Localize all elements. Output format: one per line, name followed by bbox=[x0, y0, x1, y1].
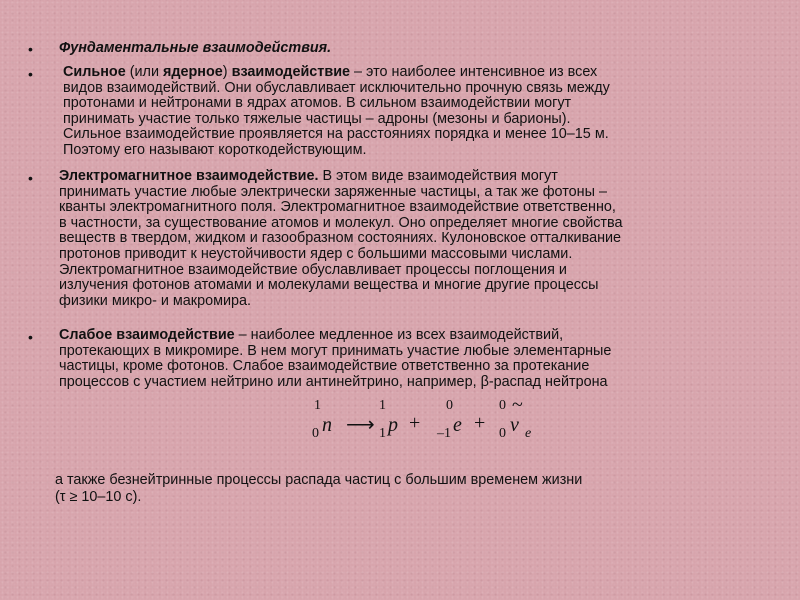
neutron-mass-number: 1 bbox=[314, 398, 321, 413]
electron-symbol: e bbox=[453, 414, 462, 436]
strong-term: Сильное bbox=[63, 64, 126, 80]
neutron-symbol: n bbox=[322, 414, 332, 436]
bullet-marker: • bbox=[28, 41, 33, 57]
antineutrino-symbol: ν bbox=[510, 414, 519, 436]
plus-sign: + bbox=[409, 412, 421, 434]
closing-note: а также безнейтринные процессы распада частиц с большим временем жизни (τ ≥ 10–10 с). bbox=[55, 472, 583, 505]
electromagnetic-interaction-text: В этом виде взаимодействия могут принимать участие любые электрически заряженные частицы, а так же фотоны – кванты электромагнитного поля. Электромагнитное взаимодействие ответственно, в частности, за существование атомов и молекул. Оно определяет многие свойства веществ в твердом, жидком и газообразном состояниях. Кулоновское отталкивание протонов приводит к неустойчивости ядер с большими массовыми числами. Электромагнитное взаимодействие обуславливает процессы поглощения и излучения фотонов атомами и молекулами вещества и многие другие процессы физики микро- и макромира. bbox=[59, 168, 623, 309]
electron-mass-number: 0 bbox=[446, 398, 453, 413]
strong-term-connector-2: ) bbox=[222, 64, 232, 80]
reaction-arrow: ⟶ bbox=[346, 414, 375, 436]
strong-term-connector: (или bbox=[125, 64, 163, 80]
slide-heading: Фундаментальные взаимодействия. bbox=[59, 40, 332, 56]
interaction-term: взаимодействие bbox=[231, 64, 351, 80]
electromagnetic-term: Электромагнитное взаимодействие. bbox=[59, 168, 319, 184]
beta-decay-formula bbox=[300, 394, 560, 450]
weak-term: Слабое взаимодействие bbox=[59, 327, 235, 343]
nuclear-term: ядерное bbox=[162, 64, 223, 80]
plus-sign: + bbox=[474, 412, 486, 434]
bullet-marker: • bbox=[28, 66, 33, 82]
electromagnetic-interaction-paragraph bbox=[59, 169, 759, 309]
strong-interaction-paragraph bbox=[63, 65, 763, 159]
weak-interaction-paragraph bbox=[59, 328, 759, 390]
antineutrino-bar: ~ bbox=[512, 394, 523, 416]
proton-mass-number: 1 bbox=[379, 398, 386, 413]
neutron-charge-number: 0 bbox=[312, 426, 319, 441]
bullet-marker: • bbox=[28, 170, 33, 186]
bullet-marker: • bbox=[28, 329, 33, 345]
antineutrino-charge-number: 0 bbox=[499, 426, 506, 441]
electron-charge-number: –1 bbox=[437, 426, 451, 441]
weak-interaction-text: – наиболее медленное из всех взаимодействий, протекающих в микромире. В нем могут принимать участие любые элементарные частицы, кроме фотонов. Слабое взаимодействие ответственно за протекание процессов с участием нейтрино или антинейтрино, например, β-распад нейтрона bbox=[59, 327, 612, 390]
strong-interaction-text: – это наиболее интенсивное из всех видов взаимодействий. Они обуславливает исключительно прочную связь между протонами и нейтронами в ядрах атомов. В сильном взаимодействии могут принимать участие только тяжелые частицы – адроны (мезоны и барионы). Сильное взаимодействие проявляется на расстояниях порядка и менее 10–15 м. Поэтому его называют короткодействующим. bbox=[63, 64, 610, 158]
antineutrino-subscript: e bbox=[525, 426, 532, 441]
proton-charge-number: 1 bbox=[379, 426, 386, 441]
antineutrino-mass-number: 0 bbox=[499, 398, 506, 413]
proton-symbol: p bbox=[388, 414, 398, 436]
